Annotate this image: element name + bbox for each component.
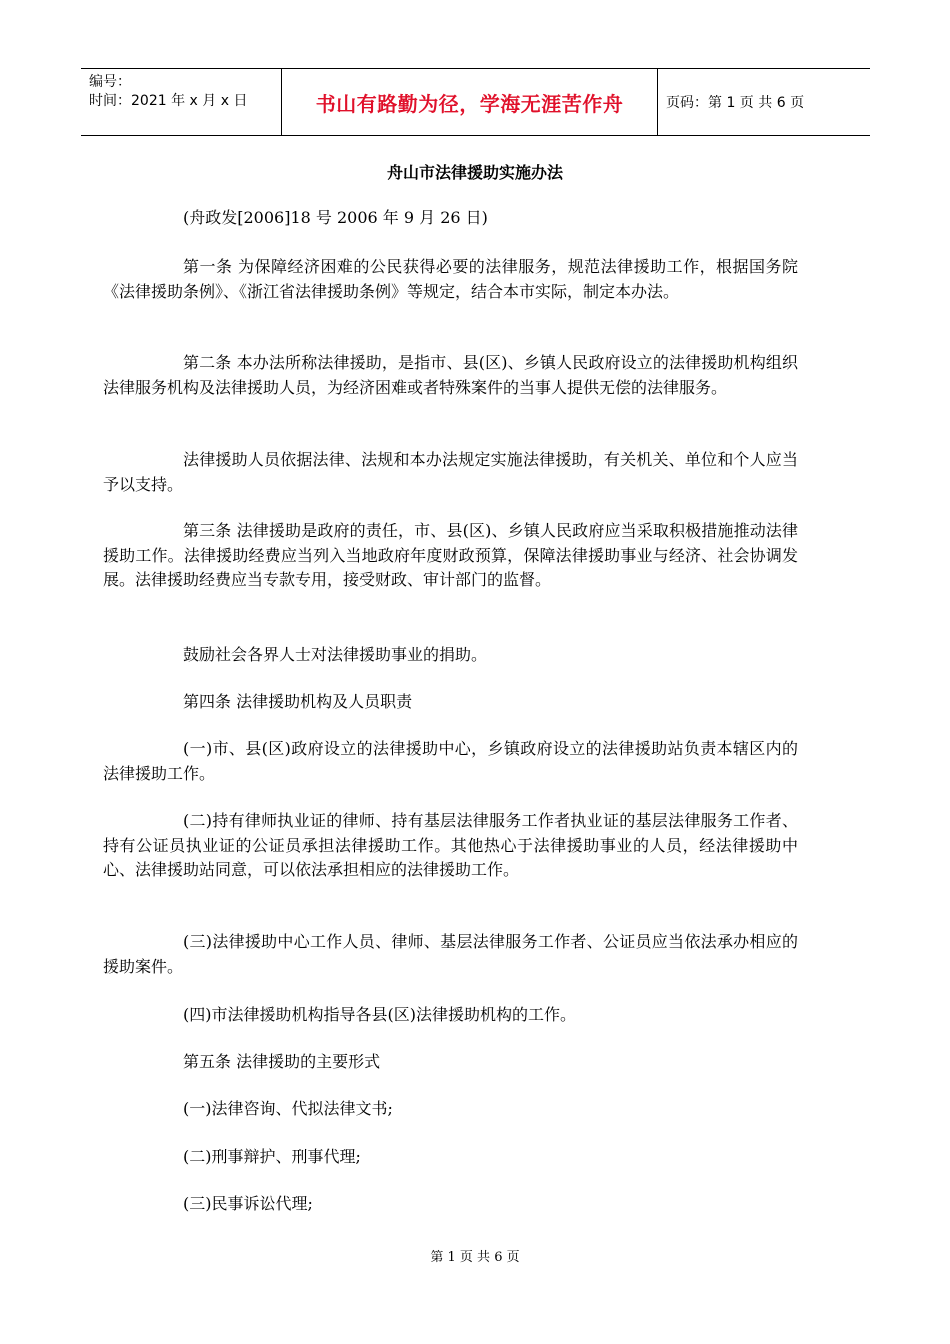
document-title: 舟山市法律援助实施办法 [386,163,563,182]
article-3: 第三条 法律援助是政府的责任，市、县(区)、乡镇人民政府应当采取积极措施推动法律援助工作。法律援助经费应当列入当地政府年度财政预算，保障法律援助事业与经济、社会协调发展。法律援助经费应当专款专用，接受财政、审计部门的监督。 [103,521,798,589]
article-4-item-1: (一)市、县(区)政府设立的法律援助中心，乡镇政府设立的法律援助站负责本辖区内的法律援助工作。 [103,739,798,783]
article-5-heading: 第五条 法律援助的主要形式 [183,1052,381,1071]
article-2: 第二条 本办法所称法律援助，是指市、县(区)、乡镇人民政府设立的法律援助机构组织法律服务机构及法律援助人员，为经济困难或者特殊案件的当事人提供无偿的法律服务。 [103,353,798,397]
article-4-item-4: (四)市法律援助机构指导各县(区)法律援助机构的工作。 [183,1005,576,1024]
article-4-item-3: (三)法律援助中心工作人员、律师、基层法律服务工作者、公证员应当依法承办相应的援助案件。 [103,932,798,976]
article-5-item-3: (三)民事诉讼代理; [183,1194,313,1213]
page-footer: 第 1 页 共 6 页 [430,1250,520,1265]
article-5-item-1: (一)法律咨询、代拟法律文书; [183,1099,393,1118]
document-time-label: 时间：2021 年 x 月 x 日 [89,93,248,109]
document-reference: (舟政发[2006]18 号 2006 年 9 月 26 日) [183,208,488,227]
document-number-label: 编号： [89,74,131,90]
article-2-supplement: 法律援助人员依据法律、法规和本办法规定实施法律援助，有关机关、单位和个人应当予以支持。 [103,450,798,494]
article-3-supplement: 鼓励社会各界人士对法律援助事业的捐助。 [183,645,488,664]
article-4-heading: 第四条 法律援助机构及人员职责 [183,692,413,711]
article-4-item-2: (二)持有律师执业证的律师、持有基层法律服务工作者执业证的基层法律服务工作者、持有公证员执业证的公证员承担法律援助工作。其他热心于法律援助事业的人员，经法律援助中心、法律援助站同意，可以依法承担相应的法律援助工作。 [103,811,798,879]
article-1: 第一条 为保障经济困难的公民获得必要的法律服务，规范法律援助工作，根据国务院《法律援助条例》、《浙江省法律援助条例》等规定，结合本市实际，制定本办法。 [103,257,798,301]
header-meta [81,69,282,135]
article-5-item-2: (二)刑事辩护、刑事代理; [183,1147,361,1166]
page-header [81,68,870,136]
header-motto: 书山有路勤为径，学海无涯苦作舟 [282,69,658,135]
header-page-label: 页码：第 1 页 共 6 页 [666,95,805,111]
